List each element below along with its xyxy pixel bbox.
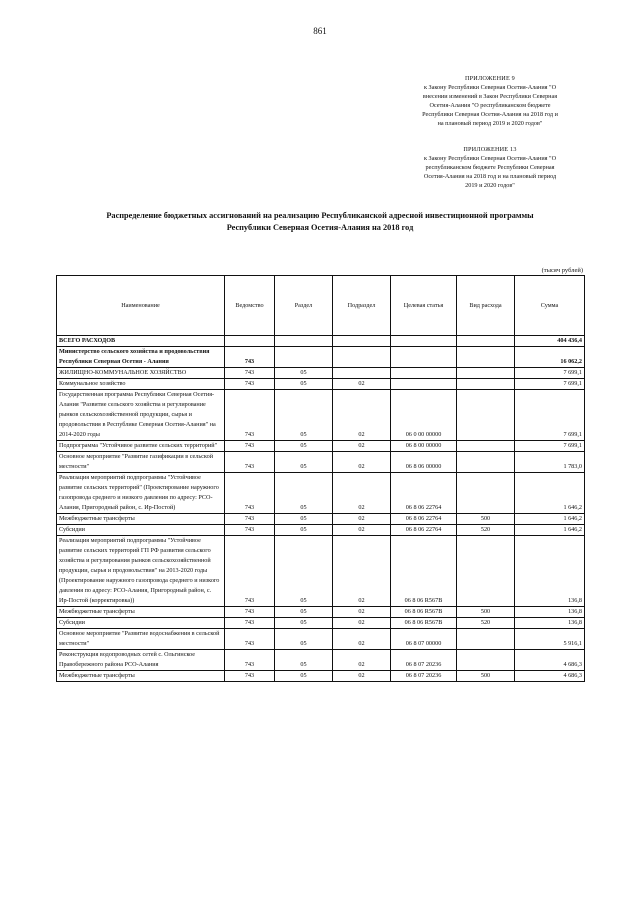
row-amount: 4 686,3: [515, 671, 585, 682]
row-subsection: 02: [333, 452, 391, 473]
appendix-13-line: республиканском бюджете Республики Северная: [425, 164, 555, 171]
row-subsection: 02: [333, 671, 391, 682]
row-expense-type: 520: [457, 525, 515, 536]
document-title: [40, 210, 600, 234]
row-expense-type: [457, 650, 515, 671]
row-amount: 1 646,2: [515, 525, 585, 536]
row-expense-type: [457, 390, 515, 441]
row-section: 05: [275, 514, 333, 525]
row-target-article: 06 8 06 R567B: [391, 618, 457, 629]
appendix-9-line: к Закону Республики Северная Осетия-Алания "О: [423, 84, 557, 91]
table-row: [57, 514, 585, 525]
row-subsection: [333, 347, 391, 368]
row-amount: 7 699,1: [515, 390, 585, 441]
row-target-article: [391, 368, 457, 379]
row-amount: 136,8: [515, 536, 585, 607]
row-section: 05: [275, 618, 333, 629]
row-department: 743: [225, 379, 275, 390]
row-expense-type: 500: [457, 671, 515, 682]
table-row: [57, 525, 585, 536]
row-target-article: [391, 379, 457, 390]
row-department: [225, 336, 275, 347]
row-target-article: 06 8 06 22764: [391, 525, 457, 536]
row-amount: 1 646,2: [515, 473, 585, 514]
row-section: 05: [275, 536, 333, 607]
row-amount: 7 699,1: [515, 368, 585, 379]
row-name: Межбюджетные трансферты: [57, 514, 225, 525]
row-amount: 404 436,4: [515, 336, 585, 347]
row-name: Основное мероприятие "Развитие газификации в сельской местности": [57, 452, 225, 473]
column-header-section: Раздел: [275, 276, 333, 336]
row-expense-type: 520: [457, 618, 515, 629]
row-expense-type: [457, 441, 515, 452]
appendix-13-line: к Закону Республики Северная Осетия-Алания "О: [423, 155, 557, 162]
row-subsection: 02: [333, 514, 391, 525]
row-expense-type: [457, 347, 515, 368]
row-subsection: 02: [333, 536, 391, 607]
row-target-article: 06 8 07 20236: [391, 671, 457, 682]
row-department: 743: [225, 390, 275, 441]
row-name: Межбюджетные трансферты: [57, 607, 225, 618]
row-department: 743: [225, 671, 275, 682]
row-section: 05: [275, 671, 333, 682]
row-section: 05: [275, 441, 333, 452]
appendix-13-block: [390, 145, 590, 190]
table-row: [57, 473, 585, 514]
appendix-9-line: внесении изменений в Закон Республики Северная: [422, 93, 558, 100]
row-subsection: 02: [333, 473, 391, 514]
row-amount: 7 699,1: [515, 379, 585, 390]
table-row: [57, 452, 585, 473]
row-subsection: 02: [333, 607, 391, 618]
row-amount: 1 646,2: [515, 514, 585, 525]
row-target-article: 06 8 06 22764: [391, 514, 457, 525]
row-expense-type: [457, 536, 515, 607]
row-amount: 1 783,0: [515, 452, 585, 473]
table-row: [57, 671, 585, 682]
column-header-department: Ведомство: [225, 276, 275, 336]
row-department: 743: [225, 452, 275, 473]
row-department: 743: [225, 368, 275, 379]
appendix-9-line: Республики Северная Осетия-Алания на 2018 год и: [422, 111, 558, 118]
budget-table: [56, 275, 585, 682]
row-name: ЖИЛИЩНО-КОММУНАЛЬНОЕ ХОЗЯЙСТВО: [57, 368, 225, 379]
row-name: Субсидии: [57, 618, 225, 629]
row-target-article: 06 8 00 00000: [391, 441, 457, 452]
row-expense-type: [457, 368, 515, 379]
appendix-9-line: Осетия-Алания "О республиканском бюджете: [429, 102, 551, 109]
row-department: 743: [225, 629, 275, 650]
row-amount: 136,8: [515, 607, 585, 618]
row-section: 05: [275, 452, 333, 473]
row-name: Государственная программа Республики Северная Осетия-Алания "Развитие сельского хозяйства и регулирование рынков сельскохозяйственной продукции, сырья и продовольствия в Республике Северная Осетия-Алания" на 2014-2020 годы: [57, 390, 225, 441]
row-expense-type: [457, 379, 515, 390]
column-header-target-article: Целевая статья: [391, 276, 457, 336]
row-section: 05: [275, 473, 333, 514]
row-department: 743: [225, 607, 275, 618]
column-header-expense-type: Вид расхода: [457, 276, 515, 336]
row-subsection: 02: [333, 629, 391, 650]
row-section: 05: [275, 650, 333, 671]
row-target-article: 06 8 06 R567B: [391, 536, 457, 607]
document-title-line: Распределение бюджетных ассигнований на реализацию Республиканской адресной инвестиционной программы: [106, 211, 534, 220]
row-amount: 7 699,1: [515, 441, 585, 452]
row-amount: 5 916,1: [515, 629, 585, 650]
table-header-row: [57, 276, 585, 336]
row-amount: 4 686,3: [515, 650, 585, 671]
row-section: 05: [275, 368, 333, 379]
column-header-subsection: Подраздел: [333, 276, 391, 336]
table-row: [57, 536, 585, 607]
row-target-article: [391, 336, 457, 347]
row-target-article: 06 8 06 R567B: [391, 607, 457, 618]
table-row: [57, 629, 585, 650]
page-number: 861: [313, 26, 327, 36]
row-expense-type: [457, 452, 515, 473]
table-row: [57, 607, 585, 618]
row-name: Министерство сельского хозяйства и продовольствия Республики Северная Осетия - Алания: [57, 347, 225, 368]
table-row: [57, 441, 585, 452]
appendix-13-line: 2019 и 2020 годов": [465, 182, 515, 189]
row-expense-type: [457, 473, 515, 514]
column-header-amount: Сумма: [515, 276, 585, 336]
row-section: [275, 336, 333, 347]
table-row: [57, 618, 585, 629]
row-subsection: [333, 368, 391, 379]
row-target-article: 06 0 00 00000: [391, 390, 457, 441]
row-section: 05: [275, 525, 333, 536]
row-target-article: 06 8 07 20236: [391, 650, 457, 671]
row-subsection: 02: [333, 379, 391, 390]
row-name: Подпрограмма "Устойчивое развитие сельских территорий": [57, 441, 225, 452]
row-section: 05: [275, 379, 333, 390]
row-name: Реализация мероприятий подпрограммы "Устойчивое развитие сельских территорий ГП РФ развития сельского хозяйства и регулирования рынков сельскохозяйственной продукции, сырья и продовольствия" на 2013-2020 годы (Проектирование наружного газопровода среднего и низкого давления по адресу: РСО-Алания, Пригородный район, с. Ир-Постой (корректировка)): [57, 536, 225, 607]
row-subsection: 02: [333, 525, 391, 536]
row-target-article: 06 8 06 22764: [391, 473, 457, 514]
row-name: Реализация мероприятий подпрограммы "Устойчивое развитие сельских территорий" (Проектирование наружного газопровода среднего и низкого давления по адресу: РСО-Алания, Пригородный район, с. Ир-Постой): [57, 473, 225, 514]
row-name: Реконструкция водопроводных сетей с. Ольгинское Правобережного района РСО-Алания: [57, 650, 225, 671]
table-row: [57, 347, 585, 368]
row-section: [275, 347, 333, 368]
row-name: Межбюджетные трансферты: [57, 671, 225, 682]
row-amount: 16 062,2: [515, 347, 585, 368]
row-section: 05: [275, 390, 333, 441]
appendix-13-title: ПРИЛОЖЕНИЕ 13: [463, 146, 517, 153]
units-label: (тысяч рублей): [541, 267, 583, 274]
row-department: 743: [225, 650, 275, 671]
column-header-name: Наименование: [57, 276, 225, 336]
row-department: 743: [225, 441, 275, 452]
table-row: [57, 390, 585, 441]
row-department: 743: [225, 536, 275, 607]
row-department: 743: [225, 525, 275, 536]
row-subsection: 02: [333, 390, 391, 441]
row-name: Субсидии: [57, 525, 225, 536]
row-target-article: 06 8 07 00000: [391, 629, 457, 650]
row-expense-type: 500: [457, 514, 515, 525]
row-target-article: 06 8 06 00000: [391, 452, 457, 473]
table-row: [57, 379, 585, 390]
appendix-9-title: ПРИЛОЖЕНИЕ 9: [465, 75, 515, 82]
document-title-line: Республики Северная Осетия-Алания на 2018 год: [226, 223, 414, 232]
appendix-9-block: [390, 74, 590, 128]
row-section: 05: [275, 607, 333, 618]
row-department: 743: [225, 514, 275, 525]
row-amount: 136,8: [515, 618, 585, 629]
row-target-article: [391, 347, 457, 368]
row-subsection: 02: [333, 650, 391, 671]
row-department: 743: [225, 473, 275, 514]
table-row: [57, 650, 585, 671]
table-body: [57, 336, 585, 682]
row-subsection: 02: [333, 618, 391, 629]
table-row: [57, 336, 585, 347]
row-department: 743: [225, 347, 275, 368]
row-section: 05: [275, 629, 333, 650]
appendix-13-line: Осетия-Алания на 2018 год и на плановый период: [423, 173, 557, 180]
row-subsection: 02: [333, 441, 391, 452]
row-department: 743: [225, 618, 275, 629]
row-expense-type: [457, 629, 515, 650]
table-row: [57, 368, 585, 379]
row-name: Основное мероприятие "Развитие водоснабжения в сельской местности": [57, 629, 225, 650]
row-name: Коммунальное хозяйство: [57, 379, 225, 390]
row-name: ВСЕГО РАСХОДОВ: [57, 336, 225, 347]
row-expense-type: 500: [457, 607, 515, 618]
row-subsection: [333, 336, 391, 347]
row-expense-type: [457, 336, 515, 347]
appendix-9-line: на плановый период 2019 и 2020 годов": [437, 120, 543, 127]
